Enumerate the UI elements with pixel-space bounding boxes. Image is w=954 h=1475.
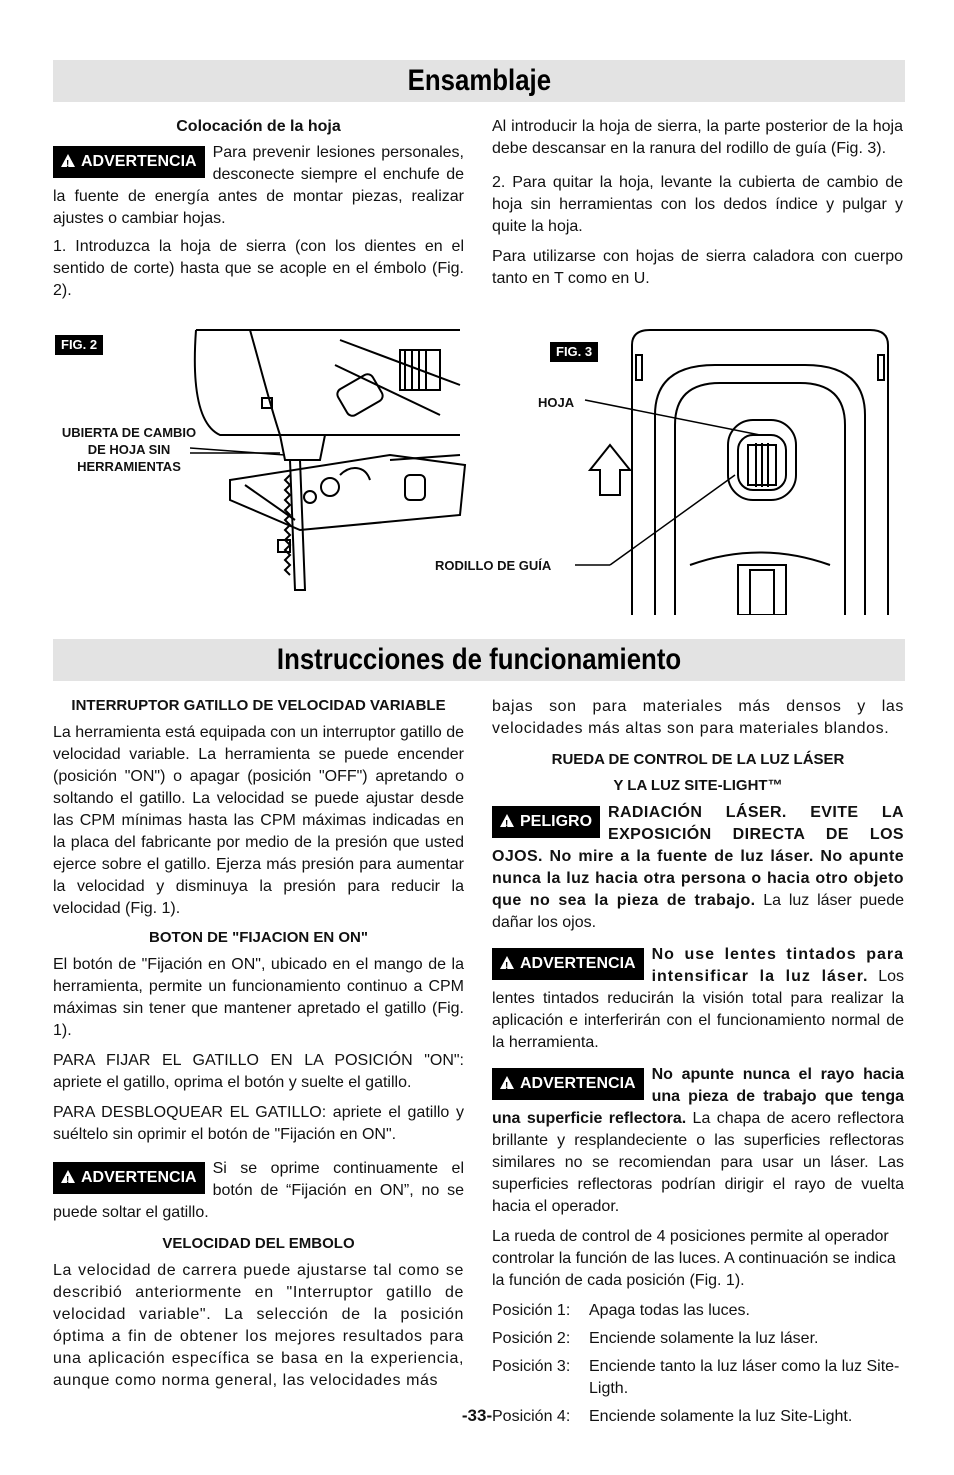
warn3-bold-text: No apunte nunca el rayo hacia una pieza de trabajo que tenga una superficie reflectora. xyxy=(492,1066,904,1127)
warning-tinted-lenses xyxy=(492,944,904,1054)
warning-reflective xyxy=(492,1064,904,1218)
position-row: Posición 3: Enciende tanto la luz láser como la luz Site-Ligth. xyxy=(492,1358,900,1397)
danger-badge: !PELIGRO xyxy=(492,806,600,838)
warning-triangle-icon xyxy=(61,154,75,167)
laser-heading-1: RUEDA DE CONTROL DE LA LUZ LÁSER xyxy=(551,751,845,768)
warning-badge: !ADVERTENCIA xyxy=(492,1068,644,1100)
lock-text: El botón de "Fijación en ON", ubicado en el mango de la herramienta, permite un funcionamiento continuo a CPM máximas sin tener que mantener apretado el gatillo (Fig. 1). xyxy=(53,956,464,1039)
fig-2-leader-line xyxy=(190,440,290,470)
laser-heading-2: Y LA LUZ SITE-LIGHT™ xyxy=(613,777,783,794)
operation-title: Instrucciones de funcionamiento xyxy=(276,643,682,676)
warning-triangle-icon xyxy=(61,1170,75,1183)
operation-right-column xyxy=(492,696,904,1434)
lock-off-text: PARA DESBLOQUEAR EL GATILLO: apriete el gatillo y suéltelo sin oprimir el botón de "Fijación en ON". xyxy=(53,1104,464,1143)
danger-block xyxy=(492,802,904,934)
wheel-text: La rueda de control de 4 posiciones permite al operador controlar la función de las luces. A continuación se indica la función de cada posición (Fig. 1). xyxy=(492,1228,896,1289)
lock-warning-text: Si se oprime continuamente el botón de “Fijación en ON”, no se puede soltar el gatillo. xyxy=(53,1160,464,1221)
step-1-text: 1. Introduzca la hoja de sierra (con los dientes en el sentido de corte) hasta que se acople en el émbolo (Fig. 2). xyxy=(53,238,464,299)
position-row: Posición 1: Apaga todas las luces. xyxy=(492,1302,750,1319)
warning-triangle-icon xyxy=(500,1076,514,1089)
assembly-title: Ensamblaje xyxy=(407,64,551,97)
operation-banner xyxy=(53,639,905,681)
warning-badge: !ADVERTENCIA xyxy=(53,146,205,178)
lock-warning xyxy=(53,1158,464,1224)
position-row: Posición 2: Enciende solamente la luz láser. xyxy=(492,1330,819,1347)
warn2-bold-text: No use lentes tintados para intensificar la luz láser. xyxy=(651,946,904,985)
fig-2-callout: UBIERTA DE CAMBIO DE HOJA SIN HERRAMIENTAS xyxy=(61,425,197,474)
warning-text: Para prevenir lesiones personales, desconecte siempre el enchufe de la fuente de energía antes de montar piezas, realizar ajustes o cambiar hojas. xyxy=(53,144,464,227)
blade-heading: Colocación de la hoja xyxy=(176,118,341,135)
fig-3-tag: FIG. 3 xyxy=(550,342,598,362)
speed-continuation: bajas son para materiales más densos y las velocidades más altas son para materiales blandos. xyxy=(492,698,904,737)
operation-left-column xyxy=(53,696,464,1398)
speed-text: La velocidad de carrera puede ajustarse tal como se describió anteriormente en "Interruptor gatillo de velocidad variable". La selección de la posición óptima a fin de obtener los mejores resultados para una aplicación específica se basa en la experiencia, aunque como norma general, las velocidades más xyxy=(53,1262,464,1389)
step-2-text: 2. Para quitar la hoja, levante la cubierta de cambio de hoja sin herramientas con los dedos índice y pulgar y quite la hoja. xyxy=(492,174,903,235)
fig-2-tag: FIG. 2 xyxy=(55,335,103,355)
trigger-text: La herramienta está equipada con un interruptor gatillo de velocidad variable. La herramienta se puede encender (posición "ON") o apagar (posición "OFF") apretando o soltando el gatillo. La velocidad se puede ajustar desde las CPM mínimas hasta las CPM máximas indicadas en la placa del fabricante por medio de la presión que usted ejerce sobre el gatillo. Ejerza más presión para aumentar la velocidad y disminuya la presión para reducir la velocidad (Fig. 1). xyxy=(53,724,464,917)
fig-3-label-blade: HOJA xyxy=(538,395,575,410)
warning-badge: !ADVERTENCIA xyxy=(53,1162,205,1194)
position-row: Posición 4: Enciende solamente la luz Site-Light. xyxy=(492,1408,853,1425)
blade-rest-text: Al introducir la hoja de sierra, la parte posterior de la hoja debe descansar en la ranura del rodillo de guía (Fig. 3). xyxy=(492,118,903,157)
warning-triangle-icon xyxy=(500,956,514,969)
assembly-right-column xyxy=(492,116,903,296)
speed-heading: VELOCIDAD DEL EMBOLO xyxy=(162,1235,355,1252)
warn3-normal-text: La chapa de acero reflectora brillante y resplandeciente o las superficies reflectoras similares no se recomiendan para usar un láser. Las superficies reflectoras podrían dirigir el rayo de vuelta hacia el operador. xyxy=(492,1110,904,1215)
blade-warning xyxy=(53,142,464,230)
lock-heading: BOTON DE "FIJACION EN ON" xyxy=(149,929,368,946)
page-number: -33- xyxy=(461,1406,493,1425)
trigger-heading: INTERRUPTOR GATILLO DE VELOCIDAD VARIABLE xyxy=(71,697,446,714)
warning-badge: !ADVERTENCIA xyxy=(492,948,644,980)
warn2-normal-text: Los lentes tintados reducirán la visión total para realizar la aplicación e interferirán con el funcionamiento normal de la herramienta. xyxy=(492,968,904,1051)
warning-triangle-icon xyxy=(500,814,514,827)
assembly-left-column xyxy=(53,116,464,308)
danger-normal-text: La luz láser puede dañar los ojos. xyxy=(492,892,904,931)
lock-on-text: PARA FIJAR EL GATILLO EN LA POSICIÓN "ON": apriete el gatillo, oprima el botón y suelte el gatillo. xyxy=(53,1052,464,1091)
danger-bold-text: RADIACIÓN LÁSER. EVITE LA EXPOSICIÓN DIRECTA DE LOS OJOS. No mire a la fuente de luz láser. No apunte nunca la luz hacia otra persona o hacia otro objeto que no sea la pieza de trabajo. xyxy=(492,804,904,909)
assembly-banner xyxy=(53,60,905,102)
blade-type-text: Para utilizarse con hojas de sierra caladora con cuerpo tanto en T como en U. xyxy=(492,248,903,287)
fig-3-roller-illustration xyxy=(570,325,900,615)
fig-3-label-roller: RODILLO DE GUÍA xyxy=(435,558,552,573)
